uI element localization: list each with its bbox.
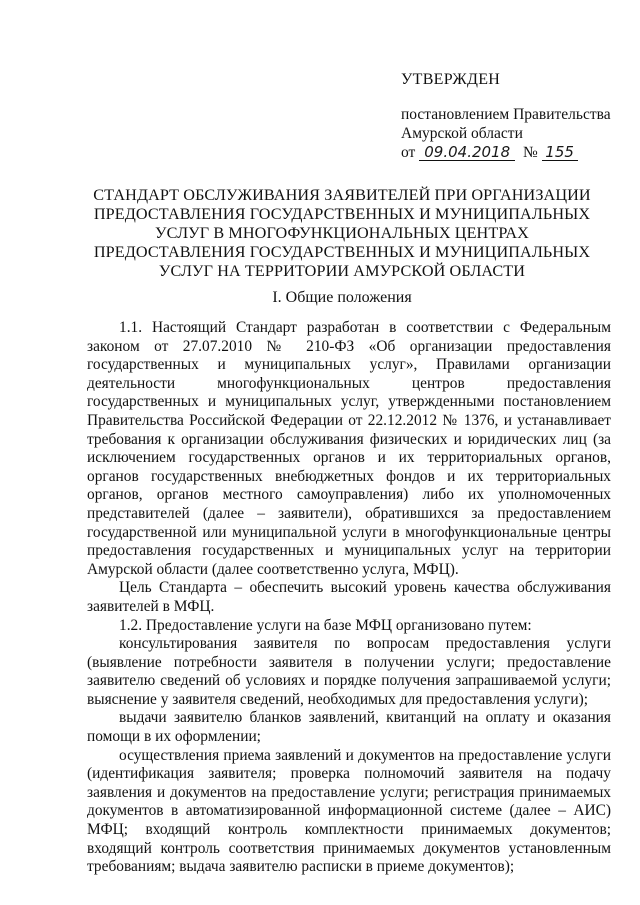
approval-number: 155 — [542, 144, 578, 161]
approval-line-1: постановлением Правительства — [401, 106, 611, 123]
number-label: № — [522, 144, 538, 161]
approval-line-2: Амурской области — [401, 125, 523, 142]
paragraph-reception: осуществления приема заявлений и документов на предоставление услуги (идентификация заявителя; проверка полномочий заявителя на подачу заявления и документов на предоставление услуги; регистрация принимаемых документов в автоматизированной информационной системе (далее – АИС) МФЦ; входящий контроль комплектности принимаемых документов; входящий контроль соответствия принимаемых документов установленным требованиям; выдача заявителю расписки в приеме документов); — [87, 746, 611, 876]
paragraph-1-2: 1.2. Предоставление услуги на базе МФЦ организовано путем: — [119, 616, 532, 634]
from-label: от — [401, 144, 416, 161]
approval-block — [401, 70, 626, 162]
approval-date-line — [401, 143, 626, 162]
section-title: I. Общие положения — [272, 289, 412, 306]
approval-date: 09.04.2018 — [419, 144, 515, 161]
paragraph-forms: выдачи заявителю бланков заявлений, квитанций на оплату и оказания помощи в их оформлении; — [87, 709, 611, 746]
document-title: СТАНДАРТ ОБСЛУЖИВАНИЯ ЗАЯВИТЕЛЕЙ ПРИ ОРГАНИЗАЦИИ ПРЕДОСТАВЛЕНИЯ ГОСУДАРСТВЕННЫХ И МУНИЦИПАЛЬНЫХ УСЛУГ В МНОГОФУНКЦИОНАЛЬНЫХ ЦЕНТРАХ ПРЕДОСТАВЛЕНИЯ ГОСУДАРСТВЕННЫХ И МУНИЦИПАЛЬНЫХ УСЛУГ НА ТЕРРИТОРИИ АМУРСКОЙ ОБЛАСТИ — [93, 186, 591, 280]
approved-heading: УТВЕРЖДЕН — [401, 71, 501, 88]
paragraph-consulting: консультирования заявителя по вопросам предоставления услуги (выявление потребности заявителя в получении услуги; предоставление заявителю сведений об условиях и порядке получения запрашиваемой услуги; выяснение у заявителя сведений, необходимых для предоставления услуги); — [87, 635, 611, 708]
paragraph-1-1: 1.1. Настоящий Стандарт разработан в соответствии с Федеральным законом от 27.07.2010 № 210-ФЗ «Об организации предоставления государственных и муниципальных услуг», Правилами организации деятельности многофункциональных центров предоставления государственных и муниципальных услуг, утвержденными постановлением Правительства Российской Федерации от 22.12.2012 № 1376, и устанавливает требования к организации обслуживания физических и юридических лиц (за исключением государственных органов и их территориальных органов, органов государственных внебюджетных фондов и их территориальных органов, органов местного самоуправления) либо их уполномоченных представителей (далее – заявители), обратившихся за предоставлением государственной или муниципальной услуги в многофункциональные центры предоставления государственных и муниципальных услуг на территории Амурской области (далее соответственно услуга, МФЦ). — [87, 319, 611, 578]
document-body — [87, 319, 611, 877]
paragraph-goal: Цель Стандарта – обеспечить высокий уровень качества обслуживания заявителей в МФЦ. — [87, 579, 611, 615]
